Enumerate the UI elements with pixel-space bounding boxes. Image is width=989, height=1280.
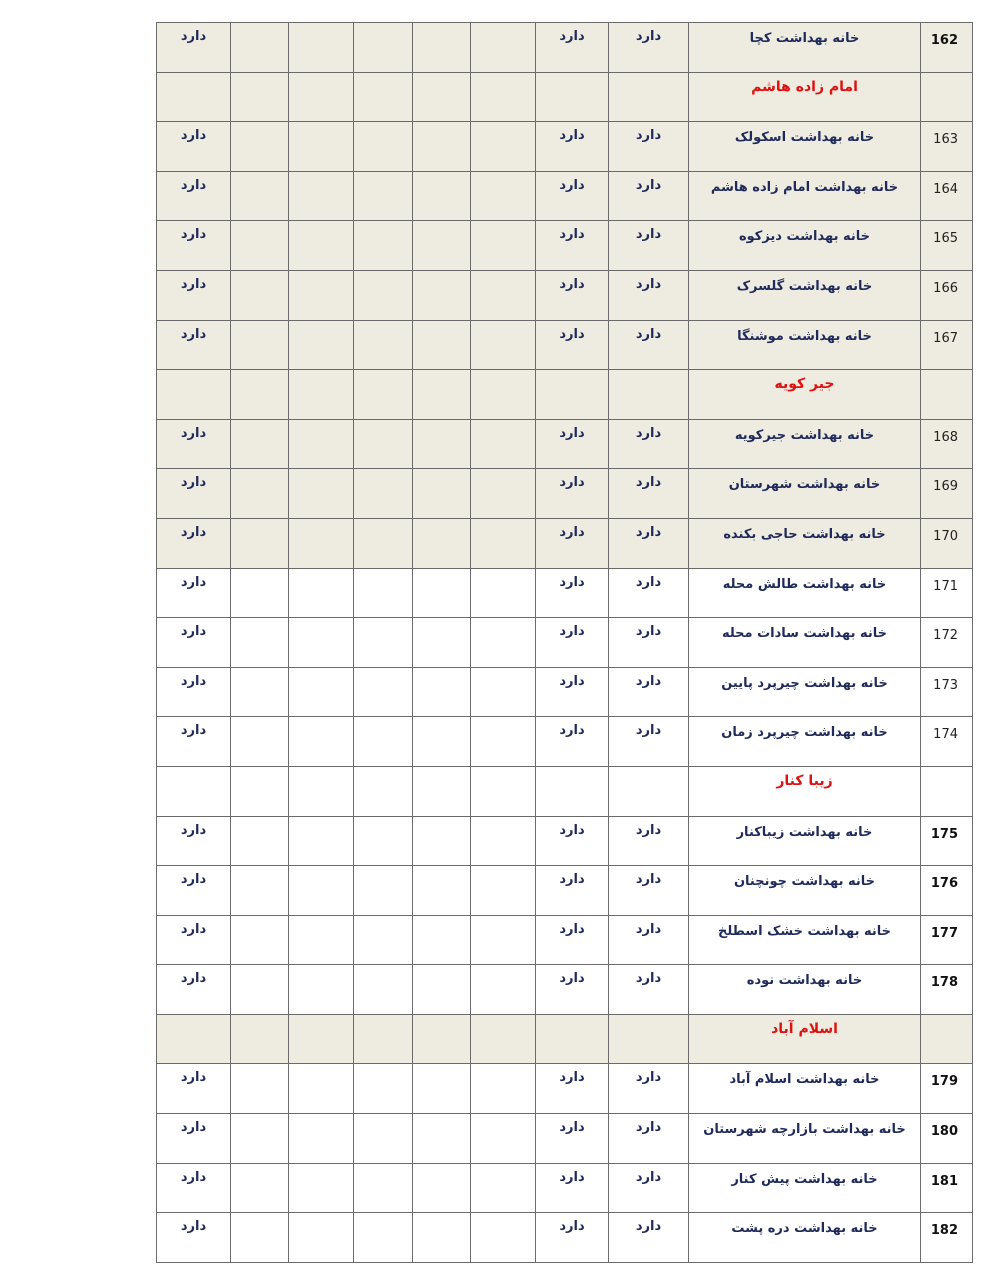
empty-cell [289, 320, 354, 370]
has-value-cell: دارد [609, 965, 689, 1015]
facility-name: خانه بهداشت چیرپرد پایین [689, 667, 921, 717]
facility-name: خانه بهداشت حاجی بکنده [689, 518, 921, 568]
empty-cell [413, 270, 471, 320]
empty-cell [413, 816, 471, 866]
facility-name: خانه بهداشت طالش محله [689, 568, 921, 618]
has-value-cell: دارد [609, 1114, 689, 1164]
empty-cell [231, 568, 289, 618]
has-value-cell: دارد [609, 568, 689, 618]
section-title: امام زاده هاشم [689, 72, 921, 122]
empty-cell [289, 23, 354, 73]
empty-cell [354, 915, 413, 965]
has-value-cell: دارد [536, 518, 609, 568]
has-value-cell: دارد [609, 171, 689, 221]
has-value-cell: دارد [157, 221, 231, 271]
empty-cell [609, 766, 689, 816]
facility-name: خانه بهداشت گلسرک [689, 270, 921, 320]
row-number: 165 [921, 221, 973, 271]
has-value-cell: دارد [536, 1213, 609, 1263]
row-number: 163 [921, 122, 973, 172]
has-value-cell: دارد [157, 1114, 231, 1164]
empty-cell [413, 1163, 471, 1213]
has-value-cell: دارد [609, 866, 689, 916]
table-row [157, 419, 973, 469]
facility-name: خانه بهداشت جیرکویه [689, 419, 921, 469]
row-number: 170 [921, 518, 973, 568]
empty-cell [354, 171, 413, 221]
empty-cell [471, 1064, 536, 1114]
empty-cell [413, 965, 471, 1015]
empty-cell [231, 23, 289, 73]
empty-cell [536, 1014, 609, 1064]
empty-cell [157, 766, 231, 816]
has-value-cell: دارد [536, 320, 609, 370]
has-value-cell: دارد [157, 866, 231, 916]
facility-name: خانه بهداشت نوده [689, 965, 921, 1015]
empty-cell [471, 221, 536, 271]
empty-cell [231, 618, 289, 668]
has-value-cell: دارد [609, 717, 689, 767]
has-value-cell: دارد [536, 667, 609, 717]
has-value-cell: دارد [157, 618, 231, 668]
has-value-cell: دارد [609, 618, 689, 668]
empty-cell [354, 122, 413, 172]
empty-cell [354, 1163, 413, 1213]
has-value-cell: دارد [157, 419, 231, 469]
has-value-cell: دارد [536, 122, 609, 172]
empty-cell [289, 766, 354, 816]
has-value-cell: دارد [536, 23, 609, 73]
empty-cell [609, 72, 689, 122]
row-number [921, 766, 973, 816]
has-value-cell: دارد [157, 320, 231, 370]
empty-cell [413, 518, 471, 568]
empty-cell [413, 618, 471, 668]
has-value-cell: دارد [609, 270, 689, 320]
empty-cell [413, 667, 471, 717]
row-number: 178 [921, 965, 973, 1015]
has-value-cell: دارد [609, 1064, 689, 1114]
row-number: 174 [921, 717, 973, 767]
empty-cell [471, 766, 536, 816]
health-houses-table [156, 22, 973, 1263]
has-value-cell: دارد [609, 915, 689, 965]
empty-cell [231, 1114, 289, 1164]
empty-cell [289, 1114, 354, 1164]
empty-cell [471, 469, 536, 519]
table-row [157, 568, 973, 618]
empty-cell [471, 568, 536, 618]
empty-cell [289, 72, 354, 122]
empty-cell [354, 717, 413, 767]
section-header-row [157, 1014, 973, 1064]
empty-cell [289, 221, 354, 271]
table-row [157, 469, 973, 519]
row-number: 175 [921, 816, 973, 866]
empty-cell [289, 915, 354, 965]
empty-cell [413, 717, 471, 767]
empty-cell [413, 122, 471, 172]
table-row [157, 1163, 973, 1213]
has-value-cell: دارد [157, 915, 231, 965]
empty-cell [471, 816, 536, 866]
empty-cell [471, 518, 536, 568]
has-value-cell: دارد [609, 419, 689, 469]
empty-cell [289, 370, 354, 420]
empty-cell [289, 816, 354, 866]
table-row [157, 717, 973, 767]
facility-name: خانه بهداشت زیباکنار [689, 816, 921, 866]
empty-cell [471, 866, 536, 916]
has-value-cell: دارد [609, 320, 689, 370]
section-title: زیبا کنار [689, 766, 921, 816]
empty-cell [471, 171, 536, 221]
empty-cell [289, 171, 354, 221]
empty-cell [354, 518, 413, 568]
has-value-cell: دارد [536, 816, 609, 866]
empty-cell [471, 717, 536, 767]
empty-cell [354, 618, 413, 668]
empty-cell [471, 618, 536, 668]
has-value-cell: دارد [609, 816, 689, 866]
has-value-cell: دارد [609, 1213, 689, 1263]
table-body [157, 23, 973, 1263]
section-header-row [157, 766, 973, 816]
empty-cell [413, 469, 471, 519]
table-row [157, 816, 973, 866]
empty-cell [157, 370, 231, 420]
row-number: 171 [921, 568, 973, 618]
has-value-cell: دارد [157, 965, 231, 1015]
section-title: جیر کویه [689, 370, 921, 420]
empty-cell [231, 766, 289, 816]
empty-cell [536, 766, 609, 816]
has-value-cell: دارد [609, 122, 689, 172]
facility-name: خانه بهداشت خشک اسطلخ [689, 915, 921, 965]
facility-name: خانه بهداشت سادات محله [689, 618, 921, 668]
row-number: 177 [921, 915, 973, 965]
row-number: 168 [921, 419, 973, 469]
has-value-cell: دارد [609, 1163, 689, 1213]
facility-name: خانه بهداشت دره پشت [689, 1213, 921, 1263]
empty-cell [231, 122, 289, 172]
empty-cell [471, 122, 536, 172]
row-number: 176 [921, 866, 973, 916]
has-value-cell: دارد [536, 568, 609, 618]
empty-cell [354, 1064, 413, 1114]
has-value-cell: دارد [609, 221, 689, 271]
empty-cell [354, 221, 413, 271]
empty-cell [231, 866, 289, 916]
has-value-cell: دارد [536, 915, 609, 965]
facility-name: خانه بهداشت امام زاده هاشم [689, 171, 921, 221]
row-number [921, 72, 973, 122]
empty-cell [354, 1114, 413, 1164]
empty-cell [231, 518, 289, 568]
has-value-cell: دارد [536, 270, 609, 320]
empty-cell [471, 320, 536, 370]
empty-cell [413, 915, 471, 965]
row-number: 164 [921, 171, 973, 221]
table-row [157, 1114, 973, 1164]
empty-cell [354, 667, 413, 717]
table-row [157, 221, 973, 271]
has-value-cell: دارد [536, 618, 609, 668]
empty-cell [471, 915, 536, 965]
empty-cell [231, 370, 289, 420]
empty-cell [609, 370, 689, 420]
empty-cell [231, 915, 289, 965]
empty-cell [289, 270, 354, 320]
empty-cell [231, 419, 289, 469]
facility-name: خانه بهداشت بازارچه شهرستان [689, 1114, 921, 1164]
has-value-cell: دارد [157, 171, 231, 221]
empty-cell [354, 270, 413, 320]
row-number: 179 [921, 1064, 973, 1114]
empty-cell [289, 122, 354, 172]
empty-cell [354, 1213, 413, 1263]
empty-cell [413, 72, 471, 122]
has-value-cell: دارد [536, 469, 609, 519]
row-number: 173 [921, 667, 973, 717]
empty-cell [289, 1014, 354, 1064]
empty-cell [471, 965, 536, 1015]
empty-cell [471, 1014, 536, 1064]
table-row [157, 915, 973, 965]
empty-cell [413, 1213, 471, 1263]
empty-cell [289, 866, 354, 916]
empty-cell [471, 370, 536, 420]
facility-name: خانه بهداشت اسلام آباد [689, 1064, 921, 1114]
empty-cell [413, 766, 471, 816]
empty-cell [413, 221, 471, 271]
empty-cell [354, 1014, 413, 1064]
empty-cell [471, 1114, 536, 1164]
empty-cell [471, 667, 536, 717]
has-value-cell: دارد [157, 667, 231, 717]
has-value-cell: دارد [609, 518, 689, 568]
has-value-cell: دارد [536, 1114, 609, 1164]
empty-cell [231, 1014, 289, 1064]
facility-name: خانه بهداشت چونچنان [689, 866, 921, 916]
empty-cell [231, 72, 289, 122]
empty-cell [231, 965, 289, 1015]
has-value-cell: دارد [536, 866, 609, 916]
has-value-cell: دارد [157, 270, 231, 320]
has-value-cell: دارد [157, 816, 231, 866]
empty-cell [413, 1014, 471, 1064]
facility-name: خانه بهداشت چیرپرد زمان [689, 717, 921, 767]
has-value-cell: دارد [536, 1163, 609, 1213]
table-row [157, 1064, 973, 1114]
empty-cell [231, 320, 289, 370]
table-row [157, 171, 973, 221]
has-value-cell: دارد [609, 23, 689, 73]
empty-cell [413, 568, 471, 618]
empty-cell [354, 419, 413, 469]
empty-cell [536, 72, 609, 122]
empty-cell [471, 1163, 536, 1213]
empty-cell [289, 965, 354, 1015]
facility-name: خانه بهداشت شهرستان [689, 469, 921, 519]
empty-cell [289, 568, 354, 618]
empty-cell [471, 270, 536, 320]
empty-cell [289, 667, 354, 717]
empty-cell [413, 23, 471, 73]
row-number: 166 [921, 270, 973, 320]
empty-cell [231, 816, 289, 866]
row-number [921, 370, 973, 420]
row-number: 181 [921, 1163, 973, 1213]
empty-cell [354, 568, 413, 618]
row-number: 172 [921, 618, 973, 668]
empty-cell [231, 717, 289, 767]
empty-cell [231, 469, 289, 519]
table-row [157, 667, 973, 717]
table-row [157, 320, 973, 370]
empty-cell [231, 667, 289, 717]
empty-cell [413, 1064, 471, 1114]
empty-cell [354, 72, 413, 122]
empty-cell [609, 1014, 689, 1064]
empty-cell [536, 370, 609, 420]
empty-cell [231, 1163, 289, 1213]
empty-cell [471, 72, 536, 122]
empty-cell [231, 1064, 289, 1114]
row-number: 162 [921, 23, 973, 73]
has-value-cell: دارد [157, 469, 231, 519]
empty-cell [289, 1163, 354, 1213]
facility-name: خانه بهداشت موشنگا [689, 320, 921, 370]
empty-cell [354, 23, 413, 73]
row-number: 167 [921, 320, 973, 370]
table-row [157, 270, 973, 320]
has-value-cell: دارد [536, 221, 609, 271]
has-value-cell: دارد [157, 1213, 231, 1263]
has-value-cell: دارد [609, 667, 689, 717]
empty-cell [413, 1114, 471, 1164]
row-number: 180 [921, 1114, 973, 1164]
empty-cell [354, 370, 413, 420]
has-value-cell: دارد [536, 965, 609, 1015]
empty-cell [354, 816, 413, 866]
empty-cell [413, 866, 471, 916]
empty-cell [231, 1213, 289, 1263]
empty-cell [354, 469, 413, 519]
has-value-cell: دارد [157, 23, 231, 73]
empty-cell [354, 320, 413, 370]
empty-cell [354, 766, 413, 816]
has-value-cell: دارد [536, 1064, 609, 1114]
has-value-cell: دارد [536, 171, 609, 221]
facility-name: خانه بهداشت دیزکوه [689, 221, 921, 271]
facility-name: خانه بهداشت اسکولک [689, 122, 921, 172]
table-row [157, 518, 973, 568]
empty-cell [289, 518, 354, 568]
empty-cell [289, 717, 354, 767]
section-header-row [157, 370, 973, 420]
empty-cell [289, 618, 354, 668]
has-value-cell: دارد [536, 419, 609, 469]
empty-cell [471, 23, 536, 73]
facility-name: خانه بهداشت پیش کنار [689, 1163, 921, 1213]
table-row [157, 866, 973, 916]
empty-cell [289, 469, 354, 519]
empty-cell [413, 370, 471, 420]
has-value-cell: دارد [157, 518, 231, 568]
row-number [921, 1014, 973, 1064]
empty-cell [471, 1213, 536, 1263]
row-number: 169 [921, 469, 973, 519]
table-row [157, 965, 973, 1015]
section-header-row [157, 72, 973, 122]
empty-cell [471, 419, 536, 469]
facility-name: خانه بهداشت کچا [689, 23, 921, 73]
has-value-cell: دارد [609, 469, 689, 519]
empty-cell [157, 72, 231, 122]
empty-cell [413, 320, 471, 370]
empty-cell [289, 1064, 354, 1114]
has-value-cell: دارد [157, 122, 231, 172]
empty-cell [231, 221, 289, 271]
empty-cell [231, 171, 289, 221]
section-title: اسلام آباد [689, 1014, 921, 1064]
empty-cell [413, 171, 471, 221]
table-row [157, 618, 973, 668]
table-row [157, 23, 973, 73]
row-number: 182 [921, 1213, 973, 1263]
table-row [157, 122, 973, 172]
empty-cell [289, 419, 354, 469]
has-value-cell: دارد [157, 568, 231, 618]
table-row [157, 1213, 973, 1263]
empty-cell [354, 866, 413, 916]
empty-cell [289, 1213, 354, 1263]
empty-cell [354, 965, 413, 1015]
empty-cell [157, 1014, 231, 1064]
has-value-cell: دارد [536, 717, 609, 767]
has-value-cell: دارد [157, 1163, 231, 1213]
empty-cell [231, 270, 289, 320]
empty-cell [413, 419, 471, 469]
has-value-cell: دارد [157, 1064, 231, 1114]
has-value-cell: دارد [157, 717, 231, 767]
